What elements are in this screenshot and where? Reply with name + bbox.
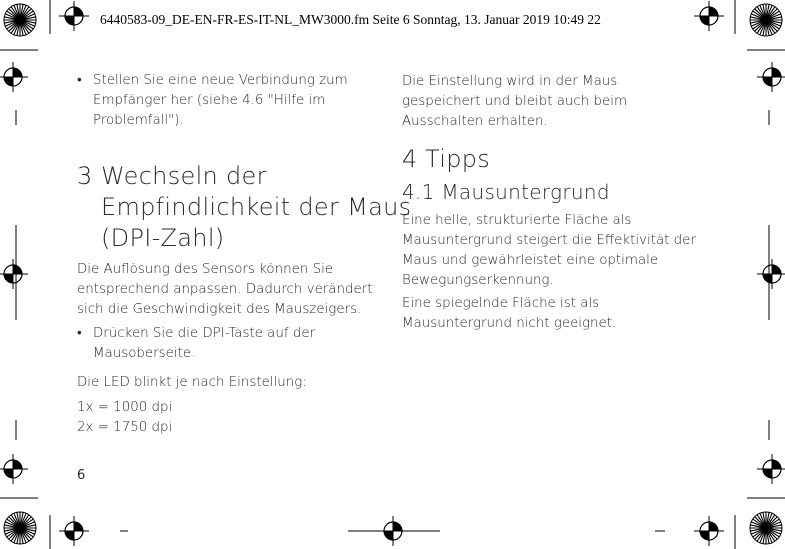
section-3-intro: Die Auflösung des Sensors können Sie entsprechend anpassen. Dadurch verändert sich die Geschwindigkeit des Mauszeigers. <box>77 262 373 317</box>
section-4-title: Tipps <box>425 145 491 173</box>
dpi-option-1: 1x = 1000 dpi <box>77 400 173 415</box>
bullet-dpi-button: • Drücken Sie die DPI-Taste auf der Mausoberseite. <box>77 324 383 364</box>
file-header-line: 6440583-09_DE-EN-FR-ES-IT-NL_MW3000.fm Seite 6 Sonntag, 13. Januar 2019 10:49 22 <box>100 12 601 27</box>
bullet-reconnect: • Stellen Sie eine neue Verbindung zum Empfänger her (siehe 4.6 "Hilfe im Problemfall"). <box>77 71 383 131</box>
section-3-title-line-1: Wechseln der <box>101 162 267 190</box>
dpi-option-2: 2x = 1750 dpi <box>77 420 173 435</box>
section-3-number: 3 <box>77 162 93 190</box>
page-number: 6 <box>77 468 86 483</box>
section-4-1-title: 4.1 Mausuntergrund <box>402 180 610 204</box>
led-blink-text: Die LED blinkt je nach Einstellung: <box>77 375 307 390</box>
section-3-title-line-3: (DPI-Zahl) <box>101 224 225 252</box>
surface-paragraph-2: Eine spiegelnde Fläche ist als Mausuntergrund nicht geeignet. <box>402 296 617 331</box>
section-3-title-line-2: Empfindlichkeit der Maus <box>101 193 412 221</box>
surface-paragraph-1: Eine helle, strukturierte Fläche als Mausuntergrund steigert die Effektivität der Maus und gewährleistet eine optimale Bewegungserkennung. <box>402 213 696 288</box>
section-4-number: 4 <box>402 145 418 173</box>
settings-saved-text: Die Einstellung wird in der Maus gespeichert und bleibt auch beim Ausschalten erhalten. <box>402 74 628 129</box>
